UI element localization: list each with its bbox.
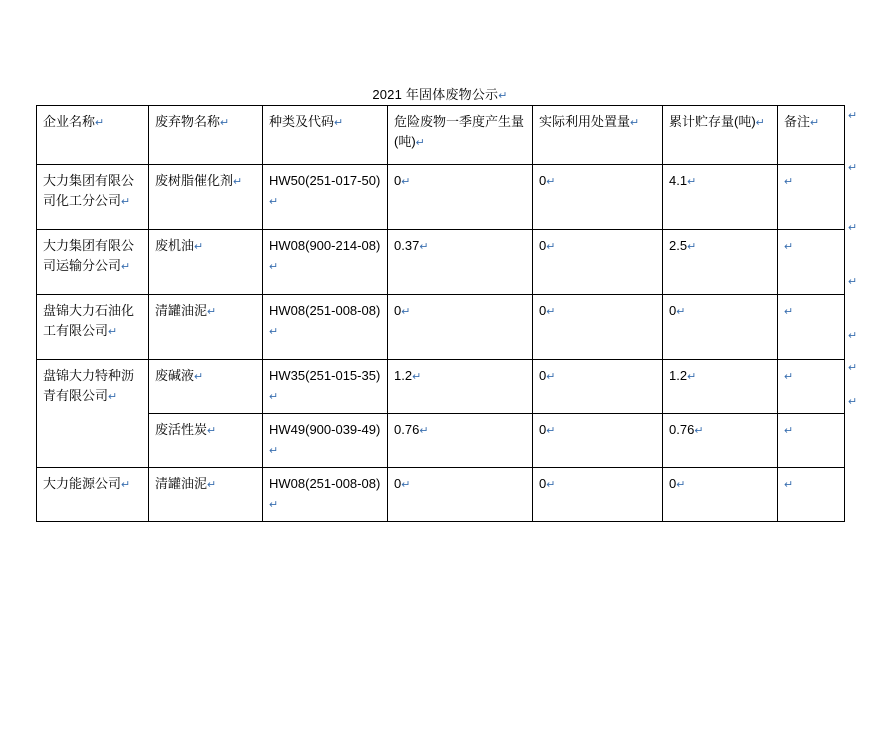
cell-disposed: 0↵ — [533, 414, 663, 468]
paragraph-mark-icon: ↵ — [207, 425, 217, 437]
paragraph-mark-icon: ↵ — [784, 306, 794, 318]
cell-stored: 0.76↵ — [663, 414, 778, 468]
cell-waste-name: 清罐油泥↵ — [149, 295, 263, 360]
paragraph-mark-icon: ↵ — [194, 241, 204, 253]
cell-company: 大力集团有限公司化工分公司↵ — [37, 165, 149, 230]
cell-stored: 4.1↵ — [663, 165, 778, 230]
paragraph-mark-icon: ↵ — [676, 306, 686, 318]
cell-waste-name: 清罐油泥↵ — [149, 468, 263, 522]
paragraph-mark-icon: ↵ — [419, 241, 429, 253]
table-row — [37, 414, 845, 468]
paragraph-mark-icon: ↵ — [546, 176, 556, 188]
paragraph-mark-icon: ↵ — [755, 117, 765, 129]
paragraph-mark-icon: ↵ — [269, 499, 279, 511]
row-end-marks — [848, 105, 878, 411]
table-row — [37, 360, 845, 414]
paragraph-mark-icon: ↵ — [848, 162, 858, 174]
cell-disposed: 0↵ — [533, 295, 663, 360]
paragraph-mark-icon: ↵ — [694, 425, 704, 437]
paragraph-mark-icon: ↵ — [676, 479, 686, 491]
cell-remark — [778, 165, 845, 230]
table-header-cell: 危险废物一季度产生量(吨)↵ — [388, 106, 533, 165]
cell-remark — [778, 230, 845, 295]
paragraph-mark-icon: ↵ — [687, 241, 697, 253]
paragraph-mark-icon: ↵ — [784, 176, 794, 188]
paragraph-mark-icon: ↵ — [412, 371, 422, 383]
cell-remark — [778, 468, 845, 522]
cell-produced: 0↵ — [388, 468, 533, 522]
paragraph-mark-icon: ↵ — [95, 117, 105, 129]
cell-code: HW08(251-008-08)↵ — [263, 295, 388, 360]
paragraph-mark-icon: ↵ — [546, 241, 556, 253]
solid-waste-table — [36, 105, 845, 522]
table-header-row — [37, 106, 845, 165]
cell-remark — [778, 414, 845, 468]
cell-produced: 0↵ — [388, 295, 533, 360]
paragraph-mark-icon: ↵ — [401, 306, 411, 318]
cell-produced: 1.2↵ — [388, 360, 533, 414]
cell-disposed: 0↵ — [533, 360, 663, 414]
cell-remark — [778, 360, 845, 414]
document-title-text: 2021 年固体废物公示 — [372, 87, 499, 102]
paragraph-mark-icon: ↵ — [269, 196, 279, 208]
paragraph-mark-icon: ↵ — [233, 176, 243, 188]
paragraph-mark-icon: ↵ — [848, 396, 858, 408]
cell-remark — [778, 295, 845, 360]
cell-company: 大力集团有限公司运输分公司↵ — [37, 230, 149, 295]
paragraph-mark-icon: ↵ — [401, 479, 411, 491]
paragraph-mark-icon: ↵ — [848, 330, 858, 342]
paragraph-mark-icon: ↵ — [419, 425, 429, 437]
paragraph-mark-icon: ↵ — [269, 445, 279, 457]
paragraph-mark-icon: ↵ — [207, 479, 217, 491]
cell-code: HW49(900-039-49)↵ — [263, 414, 388, 468]
paragraph-mark-icon: ↵ — [498, 90, 508, 102]
paragraph-mark-icon: ↵ — [784, 479, 794, 491]
paragraph-mark-icon: ↵ — [546, 306, 556, 318]
cell-stored: 0↵ — [663, 468, 778, 522]
cell-produced: 0.37↵ — [388, 230, 533, 295]
cell-disposed: 0↵ — [533, 468, 663, 522]
paragraph-mark-icon: ↵ — [848, 362, 858, 374]
paragraph-mark-icon: ↵ — [687, 371, 697, 383]
cell-stored: 2.5↵ — [663, 230, 778, 295]
paragraph-mark-icon: ↵ — [810, 117, 820, 129]
table-row — [37, 468, 845, 522]
table-row — [37, 295, 845, 360]
cell-company: 盘锦大力石油化工有限公司↵ — [37, 295, 149, 360]
document-title — [0, 86, 880, 105]
table-header-cell: 实际利用处置量↵ — [533, 106, 663, 165]
cell-waste-name: 废树脂催化剂↵ — [149, 165, 263, 230]
cell-waste-name: 废活性炭↵ — [149, 414, 263, 468]
paragraph-mark-icon: ↵ — [334, 117, 344, 129]
table-row — [37, 230, 845, 295]
cell-company: 大力能源公司↵ — [37, 468, 149, 522]
table-header-cell: 累计贮存量(吨)↵ — [663, 106, 778, 165]
cell-stored: 1.2↵ — [663, 360, 778, 414]
cell-disposed: 0↵ — [533, 165, 663, 230]
paragraph-mark-icon: ↵ — [848, 222, 858, 234]
paragraph-mark-icon: ↵ — [269, 326, 279, 338]
paragraph-mark-icon: ↵ — [784, 371, 794, 383]
paragraph-mark-icon: ↵ — [687, 176, 697, 188]
table-header-cell: 企业名称↵ — [37, 106, 149, 165]
paragraph-mark-icon: ↵ — [546, 479, 556, 491]
cell-waste-name: 废碱液↵ — [149, 360, 263, 414]
paragraph-mark-icon: ↵ — [194, 371, 204, 383]
cell-code: HW50(251-017-50)↵ — [263, 165, 388, 230]
paragraph-mark-icon: ↵ — [784, 241, 794, 253]
paragraph-mark-icon: ↵ — [848, 110, 858, 122]
paragraph-mark-icon: ↵ — [220, 117, 230, 129]
paragraph-mark-icon: ↵ — [269, 261, 279, 273]
paragraph-mark-icon: ↵ — [108, 326, 118, 338]
cell-produced: 0.76↵ — [388, 414, 533, 468]
paragraph-mark-icon: ↵ — [401, 176, 411, 188]
cell-code: HW08(251-008-08)↵ — [263, 468, 388, 522]
paragraph-mark-icon: ↵ — [108, 391, 118, 403]
table-header-cell: 种类及代码↵ — [263, 106, 388, 165]
paragraph-mark-icon: ↵ — [121, 261, 131, 273]
paragraph-mark-icon: ↵ — [546, 425, 556, 437]
cell-waste-name: 废机油↵ — [149, 230, 263, 295]
table-header-cell: 废弃物名称↵ — [149, 106, 263, 165]
cell-produced: 0↵ — [388, 165, 533, 230]
cell-disposed: 0↵ — [533, 230, 663, 295]
cell-code: HW35(251-015-35)↵ — [263, 360, 388, 414]
table-header-cell: 备注↵ — [778, 106, 845, 165]
paragraph-mark-icon: ↵ — [207, 306, 217, 318]
paragraph-mark-icon: ↵ — [848, 276, 858, 288]
cell-company: 盘锦大力特种沥青有限公司↵ — [37, 360, 149, 468]
paragraph-mark-icon: ↵ — [630, 117, 640, 129]
paragraph-mark-icon: ↵ — [121, 479, 131, 491]
cell-stored: 0↵ — [663, 295, 778, 360]
paragraph-mark-icon: ↵ — [784, 425, 794, 437]
paragraph-mark-icon: ↵ — [269, 391, 279, 403]
table-row — [37, 165, 845, 230]
paragraph-mark-icon: ↵ — [546, 371, 556, 383]
paragraph-mark-icon: ↵ — [121, 196, 131, 208]
cell-code: HW08(900-214-08)↵ — [263, 230, 388, 295]
paragraph-mark-icon: ↵ — [415, 137, 425, 149]
